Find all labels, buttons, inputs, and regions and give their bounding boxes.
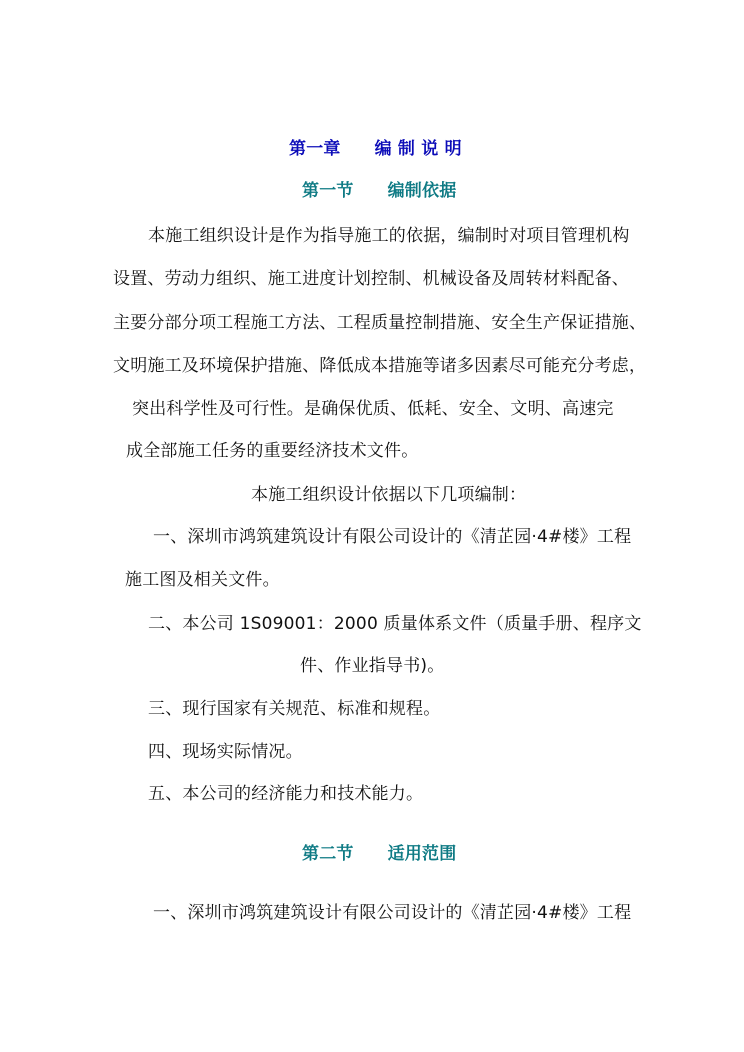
basis-item-2-line2: 件、作业指导书)。	[300, 656, 445, 676]
basis-item-3: 三、现行国家有关规范、标准和规程。	[148, 699, 441, 719]
basis-item-4: 四、现场实际情况。	[148, 742, 303, 762]
intro-line: 突出科学性及可行性。是确保优质、低耗、安全、文明、高速完	[132, 399, 614, 419]
basis-intro: 本施工组织设计依据以下几项编制：	[251, 485, 527, 505]
chapter-heading	[289, 138, 462, 160]
section-title: 编制依据	[387, 181, 457, 201]
basis-item-5: 五、本公司的经济能力和技术能力。	[148, 784, 424, 804]
intro-line: 本施工组织设计是作为指导施工的依据，编制时对项目管理机构	[148, 226, 630, 246]
section-number: 第一节	[302, 181, 354, 201]
intro-line: 设置、劳动力组织、施工进度计划控制、机械设备及周转材料配备、	[113, 269, 629, 289]
basis-item-2-line1: 二、本公司 1S09001：2000 质量体系文件（质量手册、程序文	[148, 614, 642, 634]
scope-item-1: 一、深圳市鸿筑建筑设计有限公司设计的《清芷园·4#楼》工程	[153, 903, 632, 923]
chapter-title: 编 制 说 明	[374, 139, 462, 159]
intro-line: 成全部施工任务的重要经济技术文件。	[126, 441, 419, 461]
section-number: 第二节	[302, 844, 354, 864]
basis-item-1-line2: 施工图及相关文件。	[125, 570, 280, 590]
basis-item-1-line1: 一、深圳市鸿筑建筑设计有限公司设计的《清芷园·4#楼》工程	[153, 527, 632, 547]
section-title: 适用范围	[387, 844, 457, 864]
intro-line: 主要分部分项工程施工方法、工程质量控制措施、安全生产保证措施、	[113, 313, 647, 333]
section-heading-2	[302, 843, 456, 865]
chapter-number: 第一章	[289, 139, 341, 159]
intro-line: 文明施工及环境保护措施、降低成本措施等诸多因素尽可能充分考虑，	[113, 356, 647, 376]
section-heading-1	[302, 180, 456, 202]
